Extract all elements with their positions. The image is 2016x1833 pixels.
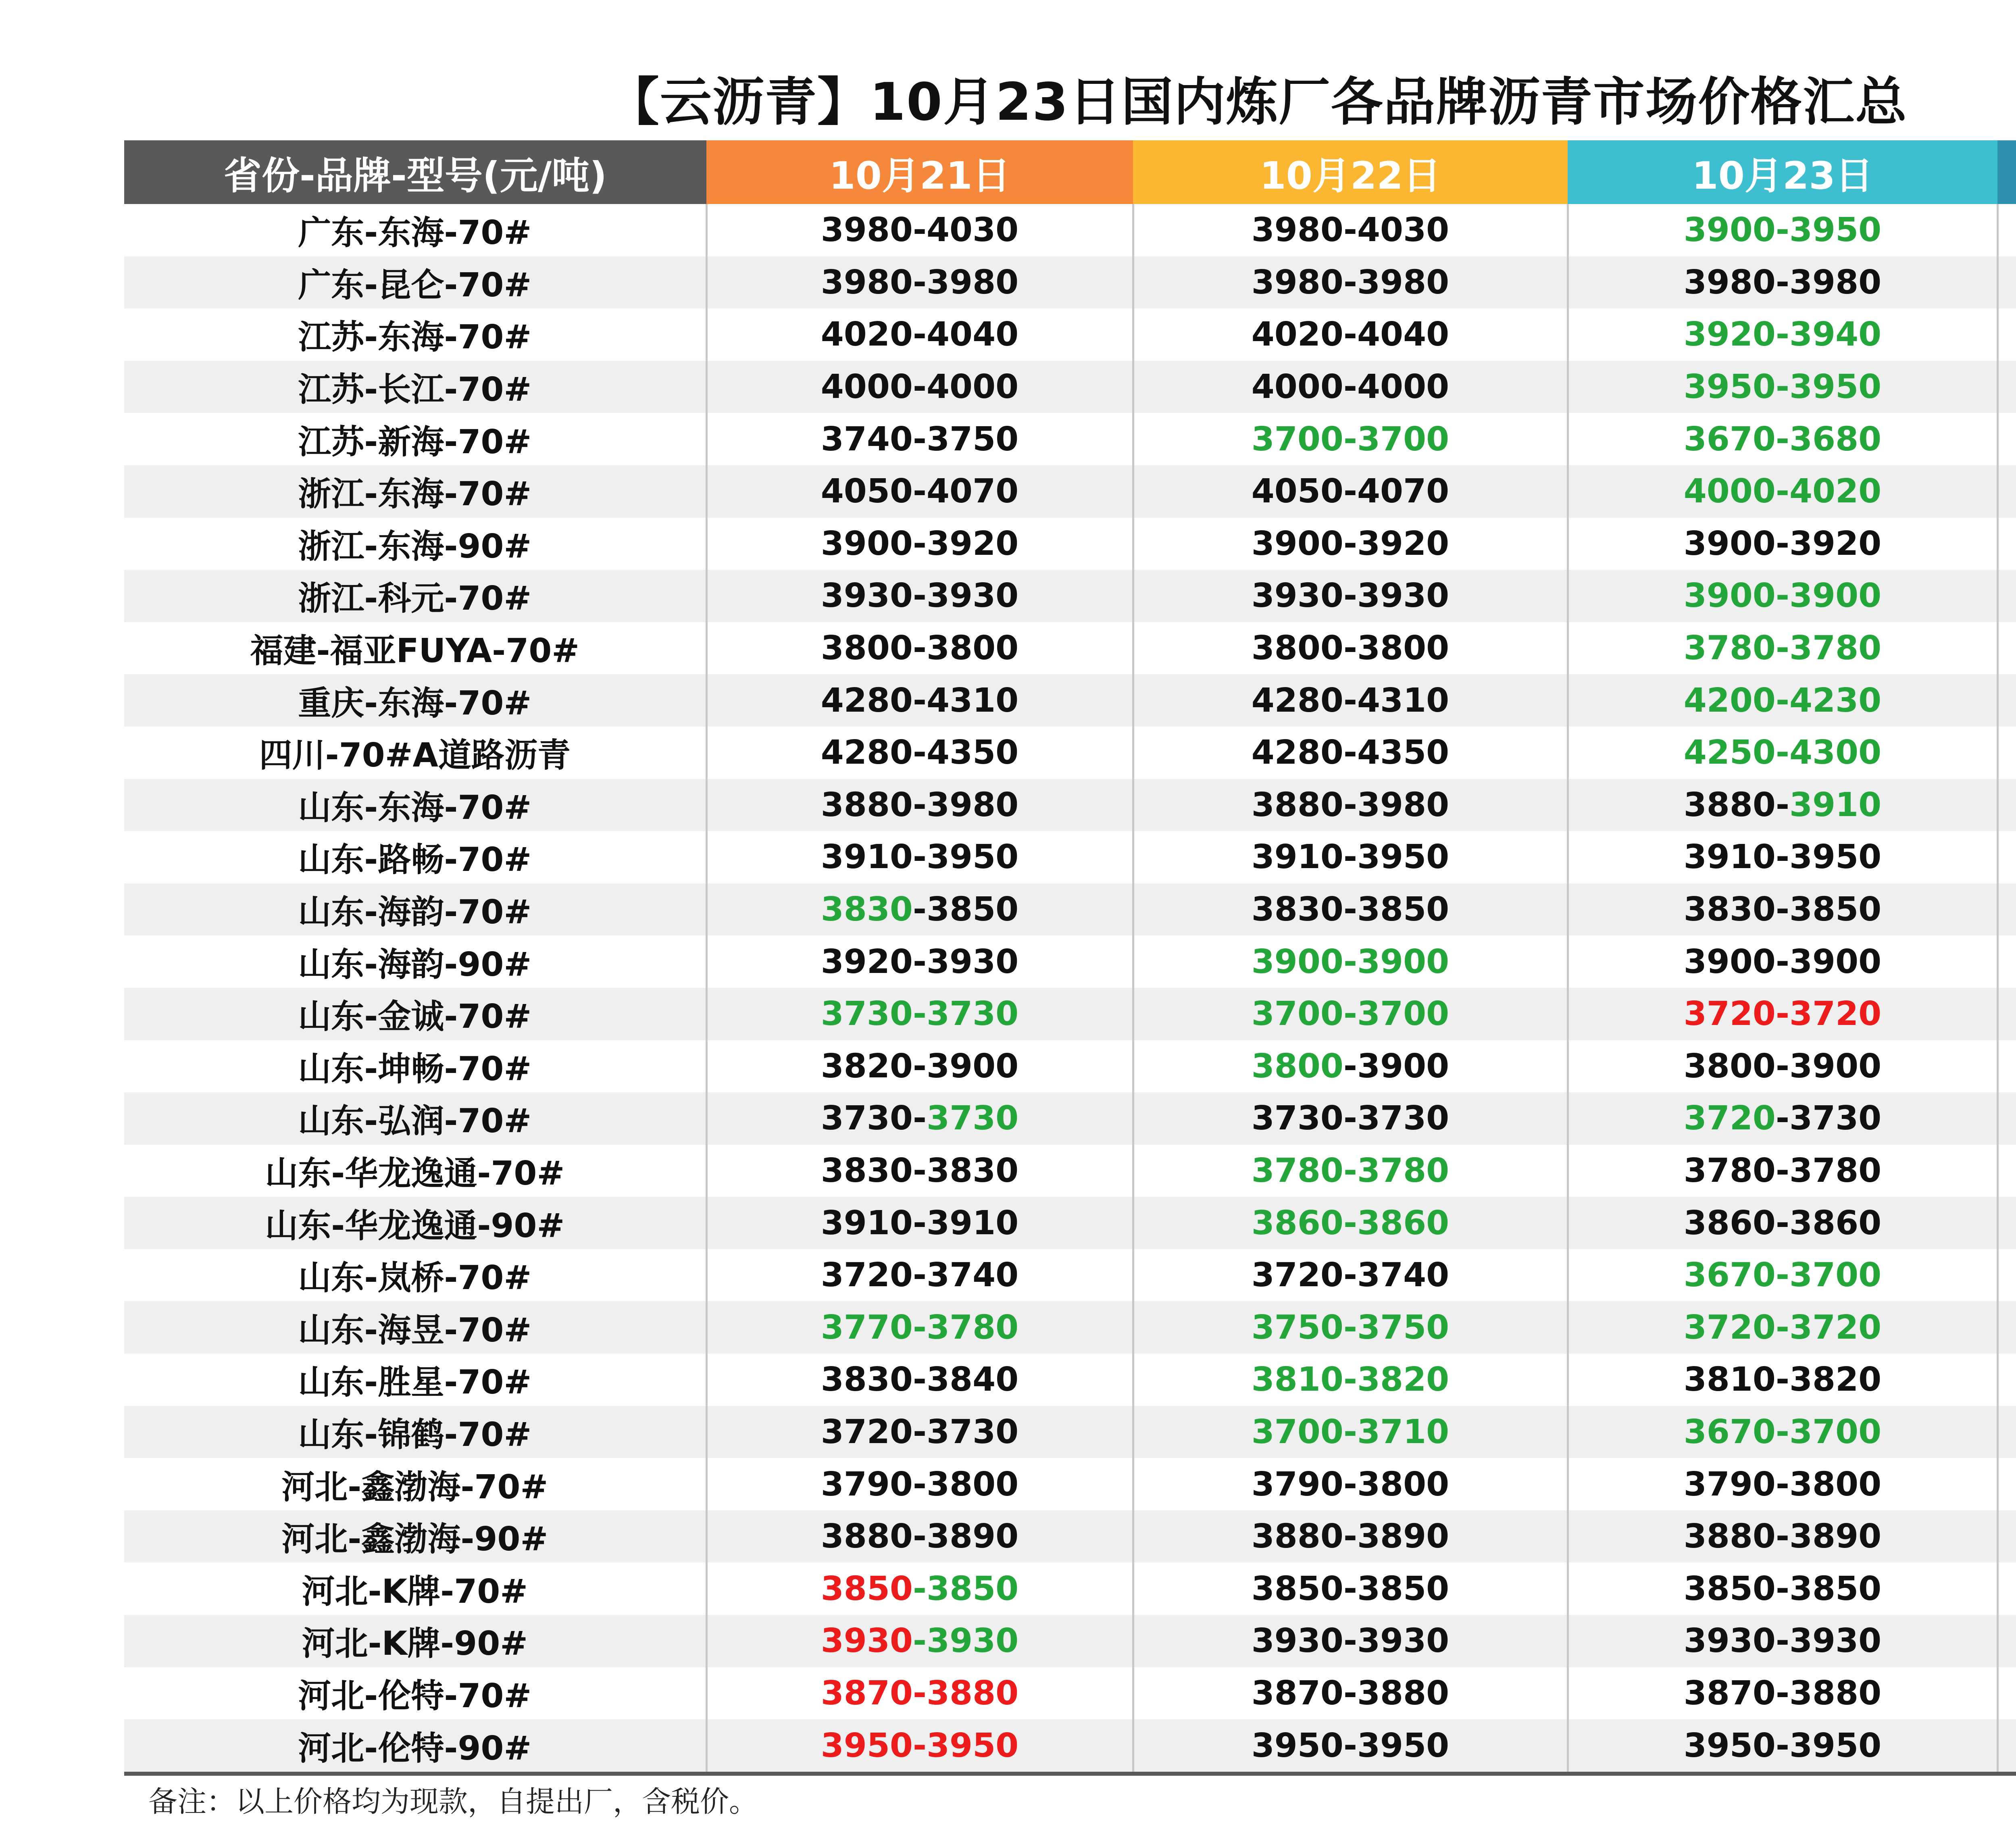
value-segment: 3880-3890 bbox=[821, 1517, 1019, 1556]
value-segment: 3740-3750 bbox=[821, 420, 1019, 458]
value-segment: 3820-3900 bbox=[821, 1047, 1019, 1085]
value-segment: 3980-3980 bbox=[821, 263, 1019, 302]
price-oct21 bbox=[706, 779, 1133, 831]
product-name: 山东-金诚-70# bbox=[124, 988, 706, 1040]
value-segment: 4280-4310 bbox=[821, 681, 1019, 720]
price-oct22 bbox=[1133, 1458, 1568, 1510]
price-oct21 bbox=[706, 465, 1133, 518]
value-segment: 3720-3740 bbox=[1251, 1256, 1450, 1295]
value-segment: 3700-3700 bbox=[1251, 420, 1450, 458]
product-name: 江苏-长江-70# bbox=[124, 361, 706, 413]
table-row bbox=[124, 570, 2016, 622]
value-segment: -3930 bbox=[912, 1622, 1019, 1660]
price-oct21 bbox=[706, 1249, 1133, 1302]
value-segment: 3910-3950 bbox=[1683, 838, 1882, 877]
price-oct21 bbox=[706, 1667, 1133, 1720]
value-segment: 3900-3920 bbox=[821, 524, 1019, 563]
product-name: 河北-鑫渤海-90# bbox=[124, 1510, 706, 1563]
value-segment: 3730-3730 bbox=[821, 995, 1019, 1033]
value-segment: 3930-3930 bbox=[821, 577, 1019, 615]
table-row bbox=[124, 1719, 2016, 1774]
price-oct21 bbox=[706, 831, 1133, 883]
table-row bbox=[124, 1615, 2016, 1667]
table-row bbox=[124, 1301, 2016, 1354]
price-oct22 bbox=[1133, 465, 1568, 518]
price-change bbox=[1997, 1510, 2016, 1563]
product-name: 山东-锦鹤-70# bbox=[124, 1406, 706, 1458]
column-header-oct21: 10月21日 bbox=[706, 140, 1133, 204]
price-oct22 bbox=[1133, 1615, 1568, 1667]
product-name: 河北-鑫渤海-70# bbox=[124, 1458, 706, 1510]
product-name: 浙江-科元-70# bbox=[124, 570, 706, 622]
price-change bbox=[1997, 831, 2016, 883]
price-oct22 bbox=[1133, 256, 1568, 309]
price-oct22 bbox=[1133, 988, 1568, 1040]
value-segment: 3790-3800 bbox=[1683, 1465, 1882, 1504]
table-row bbox=[124, 1145, 2016, 1197]
price-oct23 bbox=[1568, 779, 1997, 831]
price-oct22 bbox=[1133, 1510, 1568, 1563]
page-title: 【云沥青】10月23日国内炼厂各品牌沥青市场价格汇总 bbox=[607, 72, 1908, 132]
value-segment: 3830-3850 bbox=[1683, 890, 1882, 929]
table-row bbox=[124, 1354, 2016, 1406]
price-change bbox=[1997, 1301, 2016, 1354]
value-segment: 3720-3730 bbox=[821, 1412, 1019, 1451]
price-oct23 bbox=[1568, 570, 1997, 622]
value-segment: 3900-3900 bbox=[1683, 942, 1882, 981]
price-oct22 bbox=[1133, 935, 1568, 988]
price-change bbox=[1997, 727, 2016, 779]
price-change bbox=[1997, 256, 2016, 309]
price-oct22 bbox=[1133, 831, 1568, 883]
value-segment: 3870-3880 bbox=[1683, 1674, 1882, 1712]
value-segment: -3850 bbox=[912, 1569, 1019, 1608]
price-oct21 bbox=[706, 1406, 1133, 1458]
value-segment: 4200-4230 bbox=[1683, 681, 1882, 720]
price-change bbox=[1997, 204, 2016, 256]
price-oct21 bbox=[706, 1301, 1133, 1354]
table-row bbox=[124, 361, 2016, 413]
value-segment: 3980-3980 bbox=[1683, 263, 1882, 302]
value-segment: 3910-3910 bbox=[821, 1204, 1019, 1242]
value-segment: 3850-3850 bbox=[1683, 1569, 1882, 1608]
product-name: 浙江-东海-70# bbox=[124, 465, 706, 518]
price-change bbox=[1997, 413, 2016, 465]
price-oct23 bbox=[1568, 1249, 1997, 1302]
value-segment: 3900-3920 bbox=[1251, 524, 1450, 563]
value-segment: 3790-3800 bbox=[1251, 1465, 1450, 1504]
price-change bbox=[1997, 1354, 2016, 1406]
value-segment: 3880-3980 bbox=[821, 785, 1019, 824]
product-name: 重庆-东海-70# bbox=[124, 674, 706, 727]
value-segment: 3980-3980 bbox=[1251, 263, 1450, 302]
price-change bbox=[1997, 1562, 2016, 1615]
price-oct22 bbox=[1133, 361, 1568, 413]
product-name: 浙江-东海-90# bbox=[124, 518, 706, 570]
table-row bbox=[124, 1197, 2016, 1249]
price-oct22 bbox=[1133, 413, 1568, 465]
price-oct22 bbox=[1133, 1354, 1568, 1406]
value-segment: 3920-3930 bbox=[821, 942, 1019, 981]
price-change bbox=[1997, 1249, 2016, 1302]
price-oct23 bbox=[1568, 1197, 1997, 1249]
price-oct23 bbox=[1568, 883, 1997, 936]
table-row bbox=[124, 204, 2016, 256]
price-change bbox=[1997, 779, 2016, 831]
price-oct23 bbox=[1568, 1562, 1997, 1615]
value-segment: 4280-4350 bbox=[1251, 733, 1450, 772]
product-name: 山东-海昱-70# bbox=[124, 1301, 706, 1354]
value-segment: 3870-3880 bbox=[1251, 1674, 1450, 1712]
value-segment: 3670-3680 bbox=[1683, 420, 1882, 458]
product-name: 山东-海韵-70# bbox=[124, 883, 706, 936]
price-oct22 bbox=[1133, 727, 1568, 779]
price-oct22 bbox=[1133, 674, 1568, 727]
table-row bbox=[124, 1406, 2016, 1458]
product-name: 山东-胜星-70# bbox=[124, 1354, 706, 1406]
value-segment: 3880-3890 bbox=[1683, 1517, 1882, 1556]
value-segment: 3860-3860 bbox=[1251, 1204, 1450, 1242]
table-row bbox=[124, 1562, 2016, 1615]
product-name: 广东-东海-70# bbox=[124, 204, 706, 256]
value-segment: 4280-4350 bbox=[821, 733, 1019, 772]
value-segment: 3880-3890 bbox=[1251, 1517, 1450, 1556]
value-segment: 3780-3780 bbox=[1683, 629, 1882, 668]
table-row bbox=[124, 935, 2016, 988]
value-segment: 3900-3920 bbox=[1683, 524, 1882, 563]
table-row bbox=[124, 883, 2016, 936]
value-segment: 3790-3800 bbox=[821, 1465, 1019, 1504]
value-segment: 3720-3720 bbox=[1683, 995, 1882, 1033]
value-segment: 3810-3820 bbox=[1683, 1360, 1882, 1399]
value-segment: 4000-4000 bbox=[1251, 368, 1450, 406]
footnote: 备注：以上价格均为现款，自提出厂，含税价。 bbox=[148, 1785, 758, 1818]
table-row bbox=[124, 1667, 2016, 1720]
price-oct23 bbox=[1568, 1615, 1997, 1667]
value-segment: 3910-3950 bbox=[1251, 838, 1450, 877]
price-oct22 bbox=[1133, 779, 1568, 831]
table-row bbox=[124, 1092, 2016, 1145]
value-segment: 3930-3930 bbox=[1251, 1622, 1450, 1660]
column-header-oct22: 10月22日 bbox=[1133, 140, 1568, 204]
value-segment: 3810-3820 bbox=[1251, 1360, 1450, 1399]
value-segment: 3950-3950 bbox=[1683, 1726, 1882, 1765]
price-oct21 bbox=[706, 1719, 1133, 1774]
price-oct23 bbox=[1568, 1354, 1997, 1406]
product-name: 河北-伦特-70# bbox=[124, 1667, 706, 1720]
product-name: 山东-华龙逸通-90# bbox=[124, 1197, 706, 1249]
price-oct21 bbox=[706, 1562, 1133, 1615]
price-oct23 bbox=[1568, 1667, 1997, 1720]
table-row bbox=[124, 256, 2016, 309]
price-oct23 bbox=[1568, 308, 1997, 361]
table-header-row bbox=[124, 140, 2016, 204]
product-name: 山东-东海-70# bbox=[124, 779, 706, 831]
price-change bbox=[1997, 674, 2016, 727]
product-name: 江苏-东海-70# bbox=[124, 308, 706, 361]
price-oct22 bbox=[1133, 1406, 1568, 1458]
price-oct21 bbox=[706, 204, 1133, 256]
price-oct23 bbox=[1568, 935, 1997, 988]
price-oct21 bbox=[706, 988, 1133, 1040]
table-row bbox=[124, 727, 2016, 779]
price-oct21 bbox=[706, 1197, 1133, 1249]
value-segment: 3950-3950 bbox=[821, 1726, 1019, 1765]
price-oct23 bbox=[1568, 256, 1997, 309]
value-segment: 3800-3800 bbox=[821, 629, 1019, 668]
price-oct22 bbox=[1133, 1301, 1568, 1354]
price-oct21 bbox=[706, 1145, 1133, 1197]
value-segment: 3920-3940 bbox=[1683, 315, 1882, 354]
value-segment: 3980-4030 bbox=[1251, 211, 1450, 250]
product-name: 广东-昆仑-70# bbox=[124, 256, 706, 309]
price-change bbox=[1997, 518, 2016, 570]
price-oct22 bbox=[1133, 1249, 1568, 1302]
price-oct22 bbox=[1133, 1040, 1568, 1093]
price-change bbox=[1997, 308, 2016, 361]
product-name: 山东-华龙逸通-70# bbox=[124, 1145, 706, 1197]
price-oct23 bbox=[1568, 1145, 1997, 1197]
value-segment: 3900-3900 bbox=[1251, 942, 1450, 981]
price-oct23 bbox=[1568, 1510, 1997, 1563]
product-name: 河北-K牌-90# bbox=[124, 1615, 706, 1667]
table-row bbox=[124, 674, 2016, 727]
price-oct23 bbox=[1568, 361, 1997, 413]
value-segment: 3780-3780 bbox=[1683, 1151, 1882, 1190]
price-oct23 bbox=[1568, 1458, 1997, 1510]
price-oct22 bbox=[1133, 1145, 1568, 1197]
value-segment: 3720 bbox=[1683, 1099, 1776, 1138]
value-segment: 3930-3930 bbox=[1251, 577, 1450, 615]
value-segment: 4250-4300 bbox=[1683, 733, 1882, 772]
price-oct23 bbox=[1568, 204, 1997, 256]
value-segment: 3830 bbox=[821, 890, 913, 929]
product-name: 河北-K牌-70# bbox=[124, 1562, 706, 1615]
product-name: 福建-福亚FUYA-70# bbox=[124, 622, 706, 675]
price-oct22 bbox=[1133, 1667, 1568, 1720]
product-name: 四川-70#A道路沥青 bbox=[124, 727, 706, 779]
price-oct23 bbox=[1568, 1092, 1997, 1145]
price-oct23 bbox=[1568, 831, 1997, 883]
value-segment: 4000-4000 bbox=[821, 368, 1019, 406]
value-segment: 3700-3700 bbox=[1251, 995, 1450, 1033]
value-segment: 3730- bbox=[821, 1099, 927, 1138]
table-row bbox=[124, 1249, 2016, 1302]
price-oct22 bbox=[1133, 518, 1568, 570]
value-segment: 3720-3740 bbox=[821, 1256, 1019, 1295]
value-segment: 3830-3850 bbox=[1251, 890, 1450, 929]
price-oct22 bbox=[1133, 204, 1568, 256]
value-segment: 3670-3700 bbox=[1683, 1412, 1882, 1451]
table-row bbox=[124, 1458, 2016, 1510]
value-segment: 3800 bbox=[1251, 1047, 1343, 1085]
value-segment: 3730 bbox=[927, 1099, 1019, 1138]
price-oct21 bbox=[706, 883, 1133, 936]
price-oct23 bbox=[1568, 674, 1997, 727]
value-segment: 3910 bbox=[1789, 785, 1882, 824]
value-segment: 3720-3720 bbox=[1683, 1308, 1882, 1347]
value-segment: 3910-3950 bbox=[821, 838, 1019, 877]
price-oct23 bbox=[1568, 1719, 1997, 1774]
value-segment: 4020-4040 bbox=[1251, 315, 1450, 354]
table-row bbox=[124, 413, 2016, 465]
product-name: 山东-海韵-90# bbox=[124, 935, 706, 988]
value-segment: 3700-3710 bbox=[1251, 1412, 1450, 1451]
price-oct21 bbox=[706, 1510, 1133, 1563]
price-oct21 bbox=[706, 1040, 1133, 1093]
table-row bbox=[124, 1040, 2016, 1093]
column-header-oct23: 10月23日 bbox=[1568, 140, 1997, 204]
value-segment: 3900-3950 bbox=[1683, 211, 1882, 250]
price-change bbox=[1997, 1719, 2016, 1774]
value-segment: -3900 bbox=[1343, 1047, 1450, 1085]
price-change bbox=[1997, 1092, 2016, 1145]
price-oct21 bbox=[706, 674, 1133, 727]
price-oct23 bbox=[1568, 413, 1997, 465]
value-segment: -3850 bbox=[912, 890, 1019, 929]
price-oct23 bbox=[1568, 465, 1997, 518]
price-change bbox=[1997, 1458, 2016, 1510]
price-change bbox=[1997, 622, 2016, 675]
price-oct21 bbox=[706, 622, 1133, 675]
value-segment: 3830-3830 bbox=[821, 1151, 1019, 1190]
price-oct23 bbox=[1568, 1406, 1997, 1458]
price-change bbox=[1997, 570, 2016, 622]
price-change bbox=[1997, 1406, 2016, 1458]
value-segment: 3980-4030 bbox=[821, 211, 1019, 250]
table-row bbox=[124, 465, 2016, 518]
price-oct21 bbox=[706, 1615, 1133, 1667]
price-oct23 bbox=[1568, 988, 1997, 1040]
price-oct22 bbox=[1133, 883, 1568, 936]
table-row bbox=[124, 308, 2016, 361]
product-name: 河北-伦特-90# bbox=[124, 1719, 706, 1774]
table-row bbox=[124, 622, 2016, 675]
price-oct21 bbox=[706, 1354, 1133, 1406]
value-segment: 3870-3880 bbox=[821, 1674, 1019, 1712]
price-change bbox=[1997, 988, 2016, 1040]
value-segment: 3850-3850 bbox=[1251, 1569, 1450, 1608]
product-name: 山东-路畅-70# bbox=[124, 831, 706, 883]
price-oct22 bbox=[1133, 308, 1568, 361]
price-oct21 bbox=[706, 570, 1133, 622]
price-oct23 bbox=[1568, 622, 1997, 675]
table-row bbox=[124, 779, 2016, 831]
value-segment: -3730 bbox=[1775, 1099, 1882, 1138]
value-segment: 3950-3950 bbox=[1251, 1726, 1450, 1765]
price-oct21 bbox=[706, 1458, 1133, 1510]
value-segment: 3800-3800 bbox=[1251, 629, 1450, 668]
product-name: 江苏-新海-70# bbox=[124, 413, 706, 465]
value-segment: 3730-3730 bbox=[1251, 1099, 1450, 1138]
price-oct22 bbox=[1133, 1562, 1568, 1615]
price-oct23 bbox=[1568, 1301, 1997, 1354]
price-oct21 bbox=[706, 935, 1133, 988]
column-header-name: 省份-品牌-型号(元/吨) bbox=[124, 140, 706, 204]
value-segment: 3800-3900 bbox=[1683, 1047, 1882, 1085]
value-segment: 3860-3860 bbox=[1683, 1204, 1882, 1242]
value-segment: 3830-3840 bbox=[821, 1360, 1019, 1399]
price-oct21 bbox=[706, 1092, 1133, 1145]
price-oct21 bbox=[706, 308, 1133, 361]
product-name: 山东-弘润-70# bbox=[124, 1092, 706, 1145]
table-row bbox=[124, 988, 2016, 1040]
price-change bbox=[1997, 465, 2016, 518]
price-oct23 bbox=[1568, 1040, 1997, 1093]
product-name: 山东-岚桥-70# bbox=[124, 1249, 706, 1302]
value-segment: 3770-3780 bbox=[821, 1308, 1019, 1347]
value-segment: 4020-4040 bbox=[821, 315, 1019, 354]
column-header-change bbox=[1997, 140, 2016, 204]
price-oct21 bbox=[706, 413, 1133, 465]
value-segment: 4050-4070 bbox=[1251, 472, 1450, 511]
price-oct23 bbox=[1568, 518, 1997, 570]
value-segment: 3850 bbox=[821, 1569, 913, 1608]
price-change bbox=[1997, 1040, 2016, 1093]
value-segment: 3930-3930 bbox=[1683, 1622, 1882, 1660]
price-oct22 bbox=[1133, 1719, 1568, 1774]
value-segment: 4000-4020 bbox=[1683, 472, 1882, 511]
price-change bbox=[1997, 1667, 2016, 1720]
table-row bbox=[124, 831, 2016, 883]
price-oct23 bbox=[1568, 727, 1997, 779]
price-change bbox=[1997, 935, 2016, 988]
price-change bbox=[1997, 883, 2016, 936]
price-oct22 bbox=[1133, 570, 1568, 622]
price-oct21 bbox=[706, 256, 1133, 309]
price-change bbox=[1997, 1145, 2016, 1197]
price-oct22 bbox=[1133, 1197, 1568, 1249]
price-oct22 bbox=[1133, 622, 1568, 675]
price-change bbox=[1997, 361, 2016, 413]
value-segment: 3880- bbox=[1683, 785, 1790, 824]
price-change bbox=[1997, 1197, 2016, 1249]
value-segment: 4050-4070 bbox=[821, 472, 1019, 511]
price-oct21 bbox=[706, 518, 1133, 570]
price-oct22 bbox=[1133, 1092, 1568, 1145]
price-oct21 bbox=[706, 727, 1133, 779]
value-segment: 4280-4310 bbox=[1251, 681, 1450, 720]
value-segment: 3670-3700 bbox=[1683, 1256, 1882, 1295]
value-segment: 3900-3900 bbox=[1683, 577, 1882, 615]
value-segment: 3950-3950 bbox=[1683, 368, 1882, 406]
product-name: 山东-坤畅-70# bbox=[124, 1040, 706, 1093]
price-oct21 bbox=[706, 361, 1133, 413]
value-segment: 3750-3750 bbox=[1251, 1308, 1450, 1347]
value-segment: 3880-3980 bbox=[1251, 785, 1450, 824]
value-segment: 3930 bbox=[821, 1622, 913, 1660]
table-row bbox=[124, 1510, 2016, 1563]
price-change bbox=[1997, 1615, 2016, 1667]
table-row bbox=[124, 518, 2016, 570]
price-table bbox=[124, 140, 2016, 1776]
value-segment: 3780-3780 bbox=[1251, 1151, 1450, 1190]
